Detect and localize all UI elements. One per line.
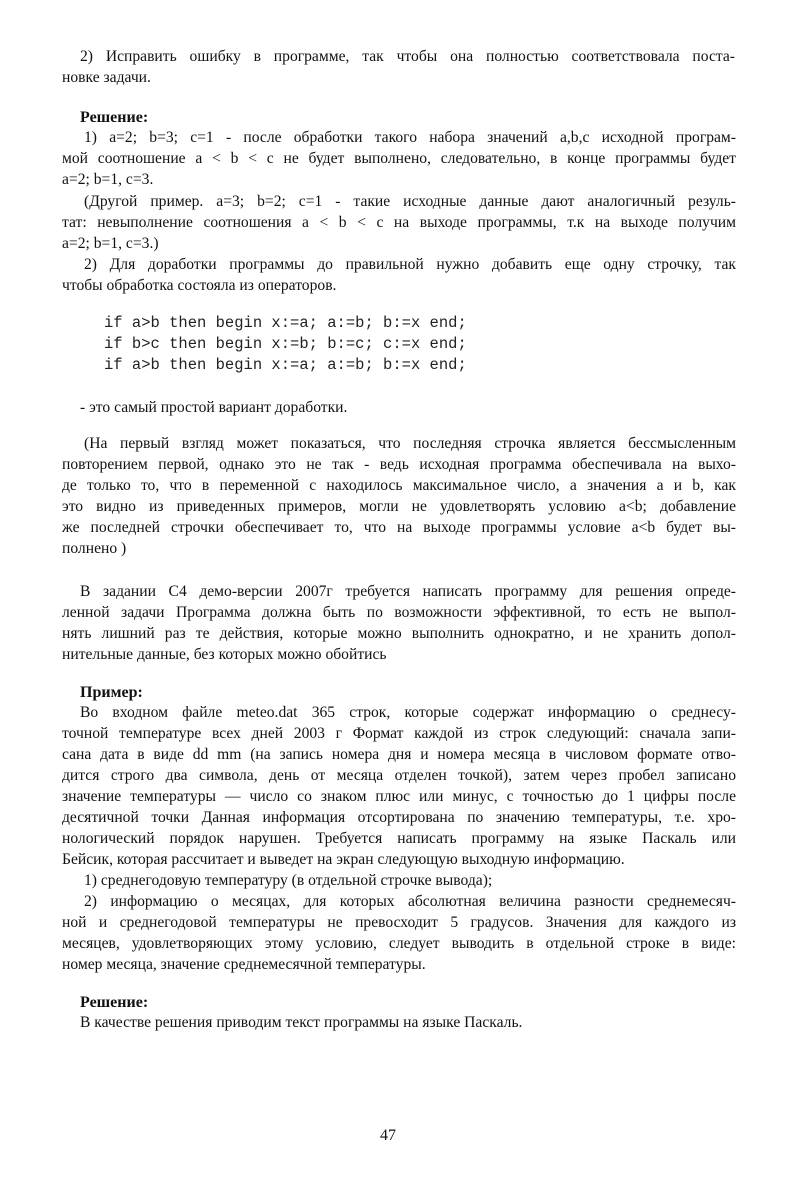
note-line-5: же последней строчки обеспечивает то, что на выходе программы условие a<b будет вы-	[62, 519, 736, 536]
solution-p1-line-2: мой соотношение a < b < c не будет выполнено, следовательно, в конце программы будет	[62, 150, 736, 167]
solution-p2-line-3: a=2; b=1, c=3.)	[62, 235, 159, 252]
example-item-2-line-3: месяцев, удовлетворяющих этому условию, следует выводить в отдельной строке в виде:	[62, 935, 736, 952]
page-number: 47	[380, 1127, 396, 1144]
note-line-6: полнено )	[62, 540, 127, 557]
note-line-3: де только то, что в переменной c находилось максимальное число, а значения a и b, как	[62, 477, 736, 494]
c4-line-4: нительные данные, без которых можно обойтись	[62, 646, 387, 663]
note-line-2: повторением первой, однако это не так - ведь исходная программа обеспечивала на выхо-	[62, 456, 736, 473]
solution-2-text: В качестве решения приводим текст программы на языке Паскаль.	[80, 1014, 523, 1031]
c4-line-3: нять лишний раз те действия, которые можно выполнить однократно, и не хранить допол-	[62, 625, 736, 642]
example-p1-line-8: Бейсик, которая рассчитает и выведет на экран следующую выходную информацию.	[62, 851, 625, 868]
example-p1-line-7: нологический порядок нарушен. Требуется написать программу на языке Паскаль или	[62, 830, 736, 847]
example-p1-line-6: десятичной точки Данная информация отсортирована по значению температуры, т.е. хро-	[62, 809, 736, 826]
note-line-4: это видно из приведенных примеров, могли не удовлетворять условию a<b; добавление	[62, 498, 736, 515]
solution-p2-line-2: тат: невыполнение соотношения a < b < c на выходе программы, т.к на выходе получим	[62, 214, 736, 231]
solution-p2-line-1: (Другой пример. a=3; b=2; c=1 - такие исходные данные дают аналогичный резуль-	[84, 193, 736, 210]
solution-heading: Решение:	[80, 109, 149, 126]
example-item-2-line-2: ной и среднегодовой температуры не превосходит 5 градусов. Значения для каждого из	[62, 914, 736, 931]
example-p1-line-3: сана дата в виде dd mm (на запись номера дня и номера месяца в числовом формате отво-	[62, 746, 736, 763]
example-p1-line-1: Во входном файле meteo.dat 365 строк, которые содержат информацию о среднесу-	[80, 704, 736, 721]
solution-p3-line-1: 2) Для доработки программы до правильной нужно добавить еще одну строчку, так	[84, 256, 736, 273]
c4-line-2: ленной задачи Программа должна быть по возможности эффективной, то есть не выпол-	[62, 604, 736, 621]
note-line-1: (На первый взгляд может показаться, что последняя строчка является бессмысленным	[84, 435, 736, 452]
example-item-2-line-4: номер месяца, значение среднемесячной температуры.	[62, 956, 426, 973]
intro-line-1: 2) Исправить ошибку в программе, так чтобы она полностью соответствовала поста-	[80, 48, 735, 65]
example-item-2-line-1: 2) информацию о месяцах, для которых абсолютная величина разности среднемесяч-	[84, 893, 736, 910]
code-line-2: if b>c then begin x:=b; b:=c; c:=x end;	[104, 335, 467, 353]
example-p1-line-5: значение температуры — число со знаком плюс или минус, с точностью до 1 цифры после	[62, 788, 736, 805]
solution-p1-line-3: a=2; b=1, c=3.	[62, 171, 154, 188]
solution-p1-line-1: 1) a=2; b=3; c=1 - после обработки такого набора значений a,b,c исходной програм-	[84, 129, 736, 146]
c4-line-1: В задании С4 демо-версии 2007г требуется написать программу для решения опреде-	[80, 583, 736, 600]
code-line-3: if a>b then begin x:=a; a:=b; b:=x end;	[104, 356, 467, 374]
after-code-text: - это самый простой вариант доработки.	[80, 399, 348, 416]
solution-2-heading: Решение:	[80, 994, 149, 1011]
code-line-1: if a>b then begin x:=a; a:=b; b:=x end;	[104, 314, 467, 332]
example-p1-line-4: дится строго два символа, день от месяца отделен точкой), затем через пробел записано	[62, 767, 736, 784]
example-heading: Пример:	[80, 684, 143, 701]
example-p1-line-2: точной температуре всех дней 2003 г Формат каждой из строк следующий: сначала запи-	[62, 725, 736, 742]
solution-p3-line-2: чтобы обработка состояла из операторов.	[62, 277, 337, 294]
example-item-1: 1) среднегодовую температуру (в отдельной строчке вывода);	[84, 872, 493, 889]
intro-line-2: новке задачи.	[62, 69, 151, 86]
